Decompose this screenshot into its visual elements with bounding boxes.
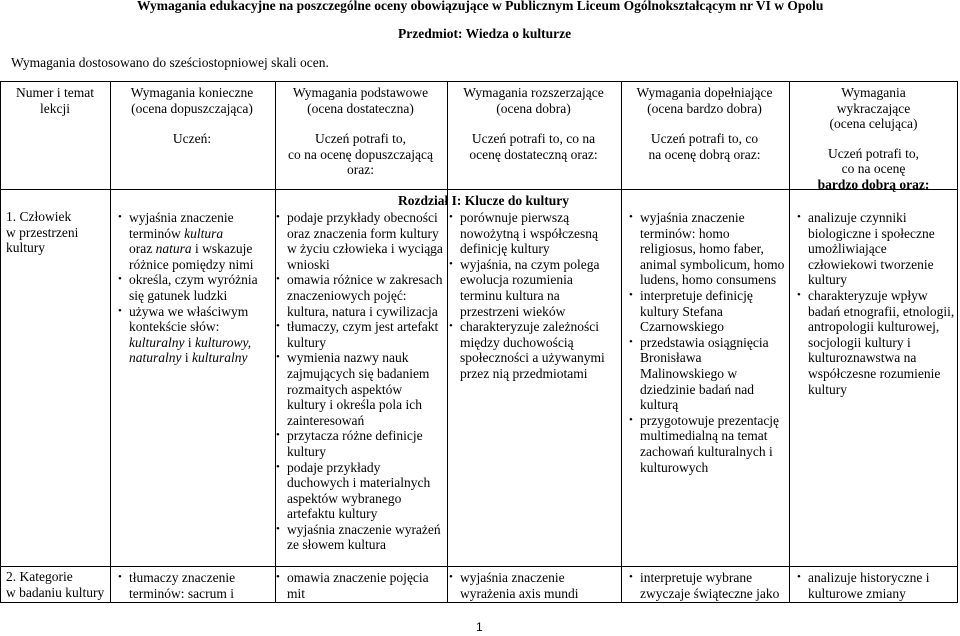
list-item: • podaje przykłady obecności oraz znaczenia form kultury w życiu człowieka i wyciąga wnioski bbox=[276, 210, 444, 272]
list-item: • przygotowuje prezentację multimedialną na temat zachowań kulturalnych i kulturowych bbox=[629, 413, 785, 475]
row2-wykraczajace bbox=[797, 570, 957, 601]
list-item: • wyjaśnia znaczenie terminów kultura oraz natura i wskazuje różnice pomiędzy nimi bbox=[118, 210, 272, 272]
list-item: • określa, czym wyróżnia się gatunek ludzki bbox=[118, 272, 272, 303]
column-header-podstawowe: Wymagania podstawowe (ocena dostateczna) Uczeń potrafi to, co na ocenę dopuszczającą oraz: bbox=[287, 85, 434, 178]
row1-rozszerzajace bbox=[449, 210, 617, 382]
row1-dopelniajace bbox=[629, 210, 785, 475]
column-header-topic: Numer i temat lekcji bbox=[16, 85, 94, 116]
row2-rozszerzajace bbox=[449, 570, 617, 601]
list-item: • omawia znaczenie pojęcia mit bbox=[276, 570, 444, 601]
list-item: • tłumaczy znaczenie terminów: sacrum i bbox=[118, 570, 272, 601]
list-item: • używa we właściwym kontekście słów: kulturalny i kulturowy, naturalny i kulturalny bbox=[118, 304, 272, 366]
list-item: • tłumaczy, czym jest artefakt kultury bbox=[276, 319, 444, 350]
row1-podstawowe bbox=[276, 210, 444, 553]
column-header-konieczne: Wymagania konieczne (ocena dopuszczająca) Uczeń: bbox=[130, 85, 254, 147]
list-item: • przedstawia osiągnięcia Bronisława Malinowskiego w dziedzinie badań nad kulturą bbox=[629, 335, 785, 413]
list-item: • wyjaśnia, na czym polega ewolucja rozumienia terminu kultura na przestrzeni wieków bbox=[449, 257, 617, 319]
column-header-wykraczajace: Wymagania wykraczające (ocena celująca) Uczeń potrafi to, co na ocenę bardzo dobrą oraz: bbox=[817, 85, 930, 192]
list-item: • analizuje czynniki biologiczne i społeczne umożliwiające człowiekowi tworzenie kultury bbox=[797, 210, 957, 288]
row2-podstawowe bbox=[276, 570, 444, 601]
list-item: • charakteryzuje zależności między duchowością społeczności a używanymi przez nią przedmiotami bbox=[449, 319, 617, 381]
row1-konieczne bbox=[118, 210, 272, 366]
row2-dopelniajace bbox=[629, 570, 785, 601]
grading-scale-note: Wymagania dostosowano do sześciostopniowej skali ocen. bbox=[11, 55, 329, 70]
section-heading: Rozdział I: Klucze do kultury bbox=[398, 193, 569, 208]
column-header-dopelniajace: Wymagania dopełniające (ocena bardzo dobra) Uczeń potrafi to, co na ocenę dobrą oraz: bbox=[636, 85, 773, 162]
list-item: • porównuje pierwszą nowożytną i współczesną definicję kultury bbox=[449, 210, 617, 257]
list-item: • podaje przykłady duchowych i materialnych aspektów wybranego artefaktu kultury bbox=[276, 460, 444, 522]
list-item: • wymienia nazwy nauk zajmujących się badaniem rozmaitych aspektów kultury i określa pola ich zainteresowań bbox=[276, 350, 444, 428]
page-number: 1 bbox=[476, 620, 483, 634]
row1-topic: 1. Człowiek w przestrzeni kultury bbox=[6, 209, 79, 256]
column-header-rozszerzajace: Wymagania rozszerzające (ocena dobra) Uczeń potrafi to, co na ocenę dostateczną oraz: bbox=[463, 85, 604, 162]
row2-konieczne bbox=[118, 570, 272, 601]
list-item: • wyjaśnia znaczenie terminów: homo religiosus, homo faber, animal symbolicum, homo ludens, homo consumens bbox=[629, 210, 785, 288]
row2-topic: 2. Kategorie w badaniu kultury bbox=[6, 569, 105, 600]
list-item: • analizuje historyczne i kulturowe zmiany bbox=[797, 570, 957, 601]
subject-label: Przedmiot: Wiedza o kulturze bbox=[398, 26, 572, 41]
list-item: • wyjaśnia znaczenie wyrażenia axis mundi bbox=[449, 570, 617, 601]
list-item: • wyjaśnia znaczenie wyrażeń ze słowem kultura bbox=[276, 522, 444, 553]
row1-wykraczajace bbox=[797, 210, 957, 397]
document-title: Wymagania edukacyjne na poszczególne oceny obowiązujące w Publicznym Liceum Ogólnokształcącym nr VI w Opolu bbox=[137, 0, 824, 13]
list-item: • charakteryzuje wpływ badań etnografii, etnologii, antropologii kulturowej, socjologii kultury i kulturoznawstwa na współczesne rozumienie kultury bbox=[797, 288, 957, 397]
list-item: • interpretuje definicję kultury Stefana Czarnowskiego bbox=[629, 288, 785, 335]
list-item: • omawia różnice w zakresach znaczeniowych pojęć: kultura, natura i cywilizacja bbox=[276, 272, 444, 319]
list-item: • interpretuje wybrane zwyczaje świąteczne jako bbox=[629, 570, 785, 601]
list-item: • przytacza różne definicje kultury bbox=[276, 428, 444, 459]
